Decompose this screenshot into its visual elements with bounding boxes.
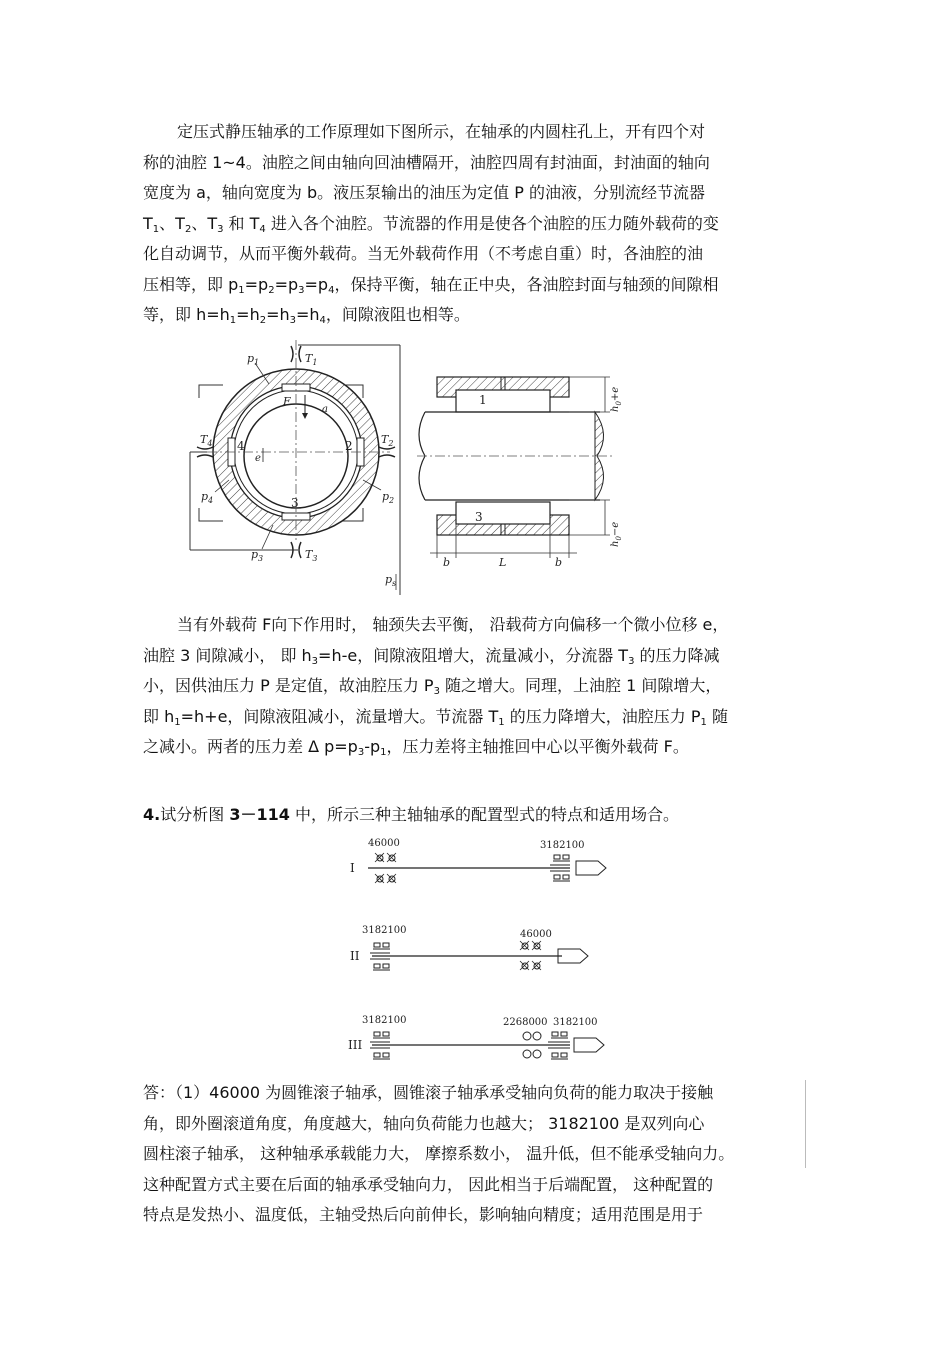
subscript: 4 [259,223,266,235]
label-h0-plus-e: $h_0+e$ [610,386,623,412]
label-e: e [255,453,261,464]
intro-paragraph [143,117,808,331]
hydrostatic-bearing-diagram [185,340,625,595]
text-line: 称的油腔 1~4。油腔之间由轴向回油槽隔开，油腔四周有封油面，封油面的轴向 [143,152,710,172]
label-p4: $p_4$ [201,490,214,505]
label-ps: $p_s$ [385,573,397,588]
label-subscript: 2 [389,496,395,505]
subscript: 1 [238,284,245,296]
label-subscript: 1 [254,358,260,367]
label-p3: $p_3$ [251,548,264,563]
subscript: 3 [628,655,635,667]
subscript: 4 [319,315,326,326]
row-3-left-code: 3182100 [362,1015,407,1026]
subscript: 1 [174,716,181,728]
cross-section-view [190,340,400,595]
answer-paragraph [143,1078,813,1231]
label-T1: $T_1$ [305,352,318,367]
label-recess-3: 3 [475,510,483,524]
label-subscript: 2 [388,439,394,448]
question-4 [143,802,679,825]
label-subscript: 3 [258,554,264,563]
label-subscript: s [392,579,397,588]
config-row-2 [370,941,588,970]
longitudinal-section-view [417,377,615,558]
label-4: 4 [237,439,245,453]
label-T3: $T_3$ [305,548,318,563]
subscript: 1 [498,716,505,728]
label-L: L [499,556,507,569]
row-3-roman: III [348,1038,363,1052]
label-b-left: b [443,556,451,569]
config-row-1 [368,853,606,883]
row-2-roman: II [350,949,360,963]
label-subscript: 4 [207,439,213,448]
text-line: 宽度为 a，轴向宽度为 b。液压泵输出的油压为定值 P 的油液，分别流经节流器 [143,183,705,202]
question-prefix: 试分析图 [160,805,230,824]
text-line: 油腔 3 间隙减小， 即 $h_3=h-e$，间隙液阻增大，流量减小，分流器 $T_3$ 的压力降减 [143,645,720,667]
bearing-configuration-diagram [340,832,620,1064]
label-h0-minus-e: $h_0-e$ [610,521,623,547]
label-recess-1: 1 [479,393,487,407]
load-paragraph [143,610,808,763]
subscript: 3 [433,686,440,697]
subscript: 3 [217,223,224,235]
subscript: 3 [289,315,296,326]
text-line: 特点是发热小、温度低，主轴受热后向前伸长，影响轴向精度；适用范围是用于 [143,1205,704,1224]
label-a: a [322,404,328,415]
figure-reference: 3－114 [229,805,290,824]
text-line: 之减小。两者的压力差 Δ $p=p_3-p_1$，压力差将主轴推回中心以平衡外载荷 F。 [143,737,689,758]
row-1-left-code: 46000 [368,838,400,849]
text-line: 当有外载荷 F向下作用时， 轴颈失去平衡， 沿载荷方向偏移一个微小位移 e， [177,615,729,634]
subscript: 2 [259,315,267,326]
subscript: 2 [184,223,192,235]
subscript: 1 [152,223,160,235]
config-row-3 [370,1032,604,1059]
label-p2: $p_2$ [382,490,395,505]
text-line: 定压式静压轴承的工作原理如下图所示，在轴承的内圆柱孔上，开有四个对 [177,122,706,141]
text-line: 角，即外圈滚道角度，角度越大，轴向负荷能力也越大； 3182100 是双列向心 [143,1113,705,1133]
subscript: 1 [380,747,387,758]
subscript: 3 [311,655,319,667]
row-2-right-code: 46000 [520,929,552,940]
label-T2: $T_2$ [381,433,394,448]
subscript: 2 [268,284,275,296]
row-3-right-code: 3182100 [553,1017,598,1028]
label-T4: $T_4$ [200,433,213,448]
subscript: 3 [357,747,365,758]
text-line: 化自动调节，从而平衡外载荷。当无外载荷作用（不考虑自重）时，各油腔的油 [143,244,704,263]
text-line: $T_1$、$T_2$、$T_3$ 和 $T_4$ 进入各个油腔。节流器的作用是使各个油腔的压力随外载荷的变 [143,213,719,235]
subscript: 3 [298,284,305,296]
label-F: F [283,395,291,408]
row-1-right-code: 3182100 [540,840,585,851]
text-line: 这种配置方式主要在后面的轴承承受轴向力， 因此相当于后端配置， 这种配置的 [143,1174,714,1194]
text-line: 压相等，即 $p_1=p_2=p_3=p_4$，保持平衡，轴在正中央，各油腔封面与轴颈的间隙相 [143,274,719,296]
text-line: 小，因供油压力 P 是定值，故油腔压力 $P_3$ 随之增大。同理，上油腔 1 间隙增大， [143,676,722,697]
text-line: 圆柱滚子轴承， 这种轴承承载能力大， 摩擦系数小， 温升低，但不能承受轴向力。 [143,1144,735,1163]
label-b-right: b [555,556,563,569]
label-subscript: 1 [312,358,318,367]
subscript: 1 [700,716,707,728]
label-subscript: 3 [312,554,318,563]
subscript: 4 [328,284,335,296]
label-2: 2 [345,439,353,453]
question-number: 4. [143,805,161,824]
row-1-roman: I [350,861,355,875]
label-3: 3 [291,496,299,510]
label-p1: $p_1$ [247,352,260,367]
row-3-mid-code: 2268000 [503,1017,548,1028]
text-line: 即 $h_1=h+e$，间隙液阻减小，流量增大。节流器 $T_1$ 的压力降增大，油腔压力 $P_1$ 随 [143,706,728,728]
subscript: 1 [229,315,237,326]
text-line: 答：（1）46000 为圆锥滚子轴承，圆锥滚子轴承承受轴向负荷的能力取决于接触 [143,1083,714,1102]
question-suffix: 中，所示三种主轴轴承的配置型式的特点和适用场合。 [289,805,679,824]
label-subscript: 4 [208,496,214,505]
row-2-left-code: 3182100 [362,925,407,936]
margin-rule [805,1080,806,1168]
text-line: 等，即 $h=h_1=h_2=h_3=h_4$，间隙液阻也相等。 [143,305,470,326]
